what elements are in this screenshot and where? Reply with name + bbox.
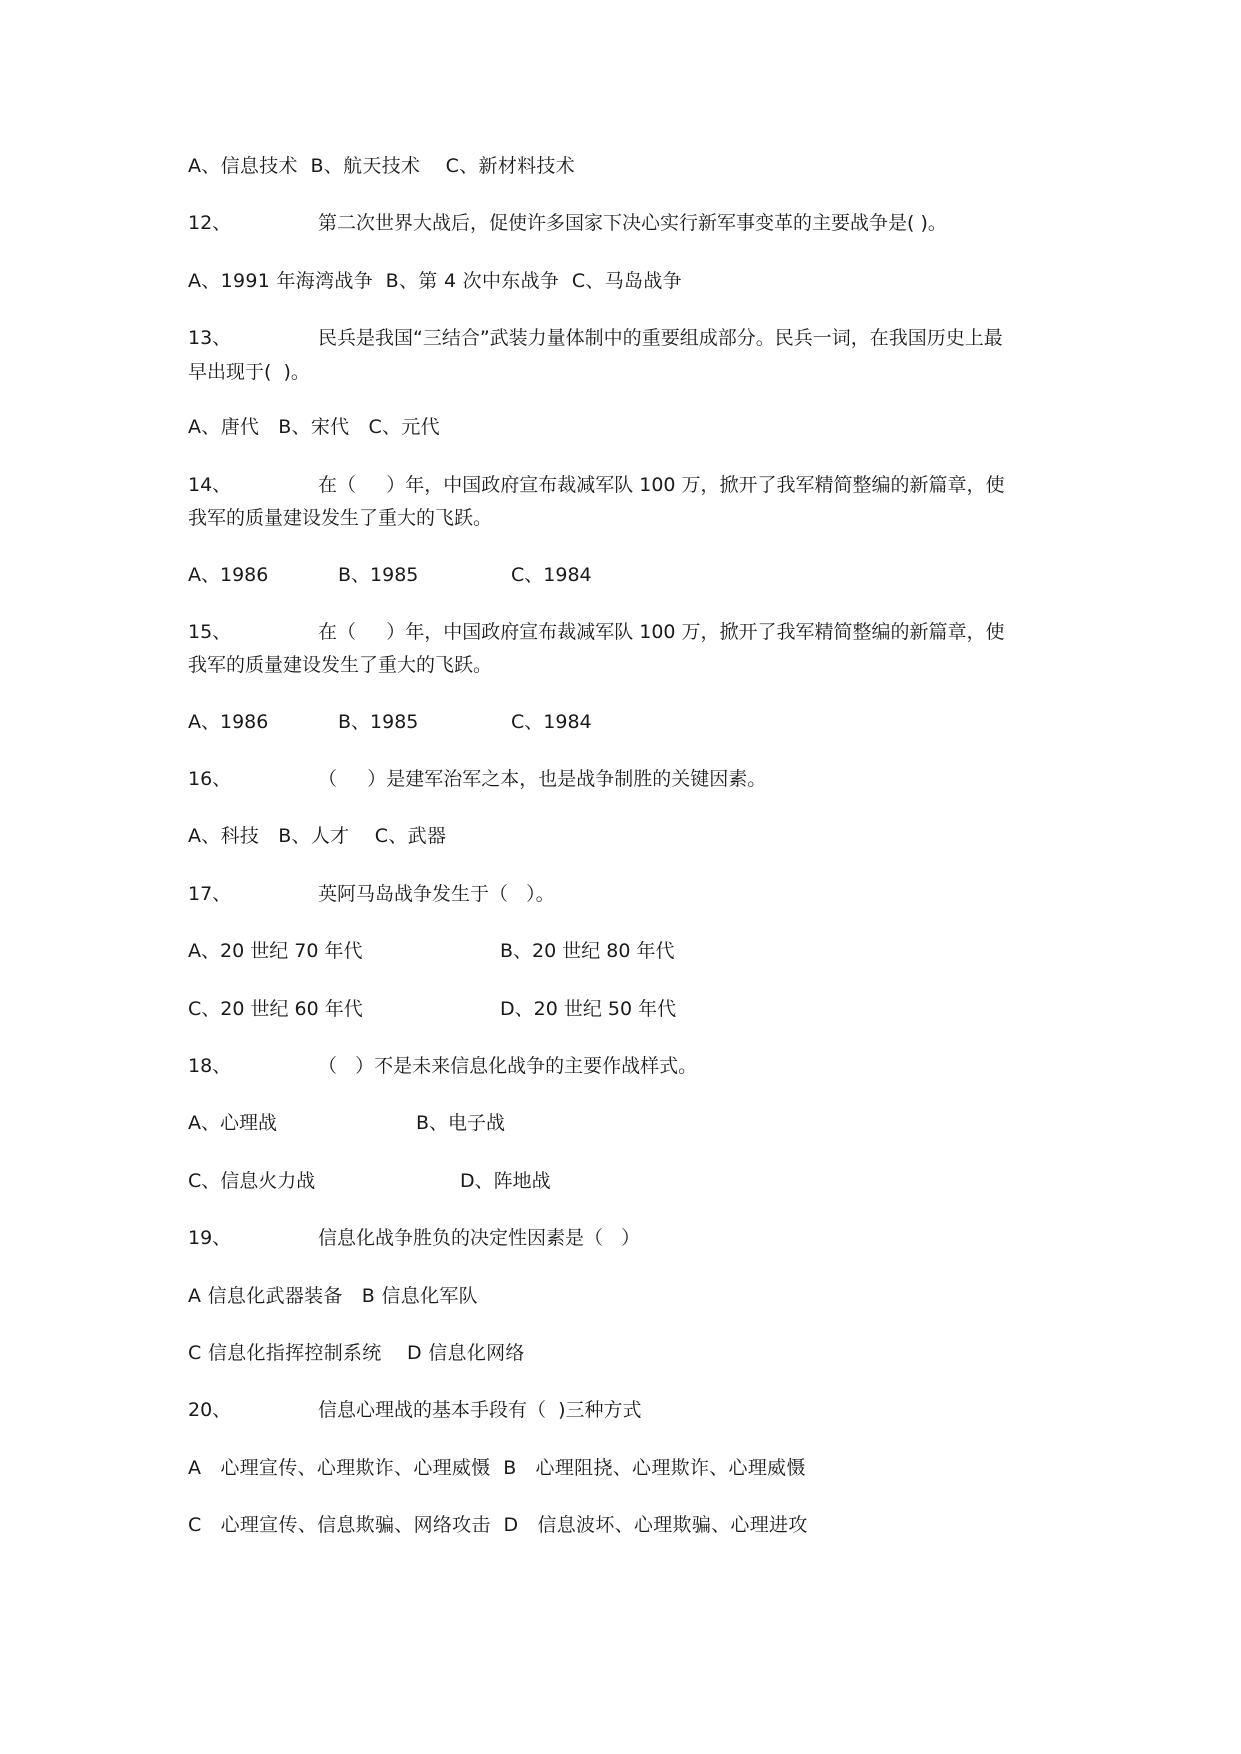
q17-option-b: B、20 世纪 80 年代: [500, 940, 675, 962]
q20-number: 20、: [188, 1399, 232, 1421]
q18-stem: （ ）不是未来信息化战争的主要作战样式。: [318, 1055, 698, 1077]
q19-number: 19、: [188, 1227, 232, 1249]
q18-option-a: A、心理战: [188, 1112, 277, 1134]
q17-number: 17、: [188, 883, 232, 905]
q19-stem: 信息化战争胜负的决定性因素是（ ）: [318, 1227, 641, 1249]
q12-stem: 第二次世界大战后，促使许多国家下决心实行新军事变革的主要战争是( )。: [318, 212, 947, 234]
q17-stem: 英阿马岛战争发生于（ ）。: [318, 883, 555, 905]
q18-number: 18、: [188, 1055, 232, 1077]
q12-options: A、1991 年海湾战争 B、第 4 次中东战争 C、马岛战争: [188, 270, 682, 292]
q14-stem-line2: 我军的质量建设发生了重大的飞跃。: [188, 507, 493, 529]
q18-option-d: D、阵地战: [460, 1170, 551, 1192]
q15-option-a: A、1986: [188, 711, 269, 733]
q20-stem: 信息心理战的基本手段有（ )三种方式: [318, 1399, 642, 1421]
q14-option-a: A、1986: [188, 564, 269, 586]
q13-stem-line1: 民兵是我国“三结合”武装力量体制中的重要组成部分。民兵一词，在我国历史上最: [318, 327, 1003, 349]
q13-stem-line2: 早出现于( )。: [188, 361, 310, 383]
q20-options-line1: A 心理宣传、心理欺诈、心理威慑 B 心理阻挠、心理欺诈、心理威慑: [188, 1457, 806, 1479]
q17-option-c: C、20 世纪 60 年代: [188, 998, 363, 1020]
q16-number: 16、: [188, 768, 232, 790]
q15-option-c: C、1984: [511, 711, 592, 733]
q20-options-line2: C 心理宣传、信息欺骗、网络攻击 D 信息波坏、心理欺骗、心理进攻: [188, 1514, 808, 1536]
q16-stem: （ ）是建军治军之本，也是战争制胜的关键因素。: [318, 768, 767, 790]
q15-option-b: B、1985: [338, 711, 419, 733]
q13-number: 13、: [188, 327, 232, 349]
q12-number: 12、: [188, 212, 232, 234]
q18-option-c: C、信息火力战: [188, 1170, 316, 1192]
q16-options: A、科技 B、人才 C、武器: [188, 825, 447, 847]
q13-options: A、唐代 B、宋代 C、元代: [188, 416, 440, 438]
q11-options: A、信息技术 B、航天技术 C、新材料技术: [188, 155, 576, 177]
q19-options-line2: C 信息化指挥控制系统 D 信息化网络: [188, 1342, 525, 1364]
q15-number: 15、: [188, 621, 232, 643]
q14-option-c: C、1984: [511, 564, 592, 586]
q17-option-d: D、20 世纪 50 年代: [500, 998, 677, 1020]
q15-stem-line1: 在（ ）年，中国政府宣布裁减军队 100 万，掀开了我军精简整编的新篇章，使: [318, 621, 1005, 643]
q17-option-a: A、20 世纪 70 年代: [188, 940, 363, 962]
q19-options-line1: A 信息化武器装备 B 信息化军队: [188, 1285, 478, 1307]
q15-stem-line2: 我军的质量建设发生了重大的飞跃。: [188, 654, 493, 676]
q14-option-b: B、1985: [338, 564, 419, 586]
q14-number: 14、: [188, 474, 232, 496]
q14-stem-line1: 在（ ）年，中国政府宣布裁减军队 100 万，掀开了我军精简整编的新篇章，使: [318, 474, 1005, 496]
q18-option-b: B、电子战: [416, 1112, 506, 1134]
